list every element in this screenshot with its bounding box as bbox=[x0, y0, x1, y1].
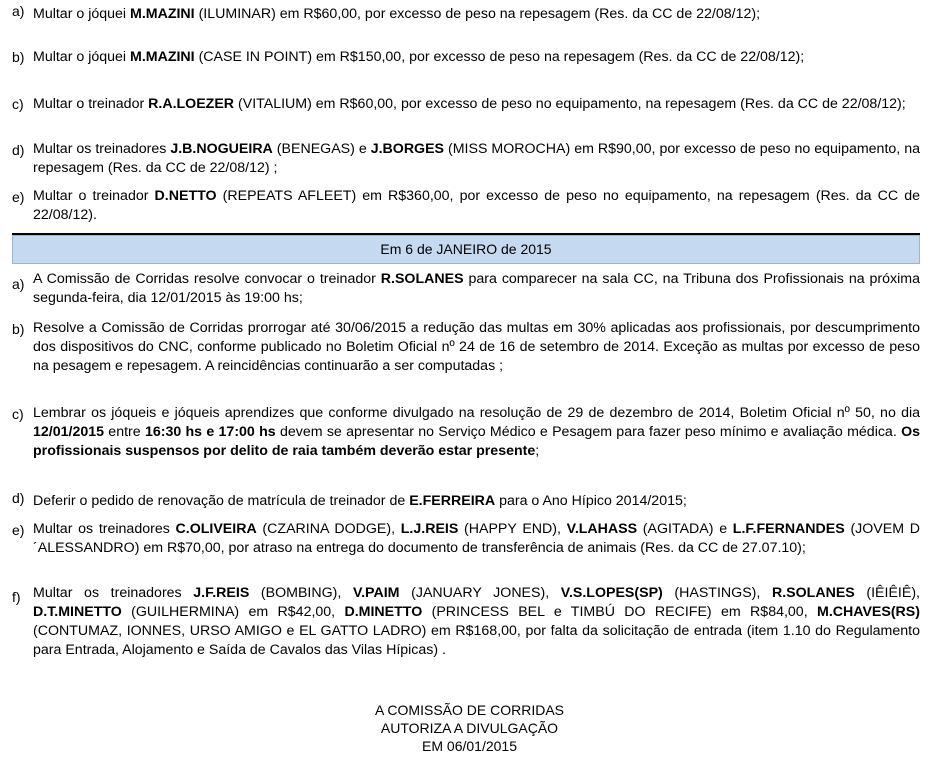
bold-name: L.J.REIS bbox=[400, 521, 459, 537]
item-text: Lembrar os jóqueis e jóqueis aprendizes que conforme divulgado na resolução de 29 de dezembro de 2014, Boletim Oficial nº 50, no dia 12/01/2015 entre 16:30 hs e 17:00 hs devem se apresentar no Serviço Médico e Pesagem para fazer peso mínimo e avaliação médica. Os profissionais suspensos por delito de raia também deverão estar presente; bbox=[33, 405, 920, 459]
item-text: Multar os treinadores J.F.REIS (BOMBING), V.PAIM (JANUARY JONES), V.S.LOPES(SP) (HASTINGS), R.SOLANES (IÊIÊIÊ), D.T.MINETTO (GUILHERMINA) em R$42,00, D.MINETTO (PRINCESS BEL e TIMBÚ DO RECIFE) em R$84,00, M.CHAVES(RS) (CONTUMAZ, IONNES, URSO AMIGO e EL GATTO LADRO) em R$168,00, por falta da solicitação de entrada (item 1.10 do Regulamento para Entrada, Alojamento e Saída de Cavalos das Vilas Hípicas) . bbox=[33, 585, 920, 658]
bold-name: D.T.MINETTO bbox=[33, 604, 122, 620]
bold-name: J.B.NOGUEIRA bbox=[170, 141, 273, 157]
item-letter: e) bbox=[12, 189, 25, 205]
bold-name: J.F.REIS bbox=[193, 585, 250, 601]
item-text: A Comissão de Corridas resolve convocar o treinador R.SOLANES para comparecer na sala CC, na Tribuna dos Profissionais na próxima segunda-feira, dia 12/01/2015 às 19:00 hs; bbox=[33, 271, 920, 306]
footer-line: A COMISSÃO DE CORRIDAS bbox=[374, 702, 565, 718]
bold-name: 12/01/2015 bbox=[33, 424, 105, 440]
bold-name: 16:30 hs e 17:00 hs bbox=[144, 424, 276, 440]
item-letter: e) bbox=[12, 522, 25, 538]
bold-name: V.LAHASS bbox=[566, 521, 638, 537]
item-letter: c) bbox=[12, 96, 24, 112]
item-letter: b) bbox=[12, 49, 25, 65]
item-letter: a) bbox=[12, 3, 25, 19]
bold-name: M.MAZINI bbox=[130, 49, 195, 65]
item-letter: d) bbox=[12, 142, 25, 158]
section-header: Em 6 de JANEIRO de 2015 bbox=[12, 235, 920, 264]
item-text: Multar o treinador R.A.LOEZER (VITALIUM) em R$60,00, por excesso de peso no equipamento, na repesagem (Res. da CC de 22/08/12); bbox=[33, 96, 906, 112]
bold-name: M.CHAVES(RS) bbox=[817, 604, 920, 620]
bold-name: E.FERREIRA bbox=[409, 493, 496, 509]
bold-name: C.OLIVEIRA bbox=[175, 521, 257, 537]
item-text: Multar os treinadores J.B.NOGUEIRA (BENEGAS) e J.BORGES (MISS MOROCHA) em R$90,00, por excesso de peso no equipamento, na repesagem (Res. da CC de 22/08/12) ; bbox=[33, 141, 920, 176]
bold-name: R.SOLANES bbox=[380, 271, 464, 287]
item-text: Multar o jóquei M.MAZINI (CASE IN POINT) em R$150,00, por excesso de peso na repesagem (Res. da CC de 22/08/12); bbox=[33, 49, 805, 65]
item-letter: d) bbox=[12, 490, 25, 506]
footer-line: AUTORIZA A DIVULGAÇÃO bbox=[380, 720, 559, 736]
item-letter: c) bbox=[12, 406, 24, 422]
bold-name: D.NETTO bbox=[154, 188, 217, 204]
item-letter: b) bbox=[12, 321, 25, 337]
item-text: Deferir o pedido de renovação de matrícula de treinador de E.FERREIRA para o Ano Hípico 2014/2015; bbox=[33, 493, 687, 509]
item-text: Multar os treinadores C.OLIVEIRA (CZARINA DODGE), L.J.REIS (HAPPY END), V.LAHASS (AGITADA) e L.F.FERNANDES (JOVEM D´ALESSANDRO) em R$70,00, por atraso na entrega do documento de transferência de animais (Res. da CC de 27.07.10); bbox=[33, 521, 920, 556]
bold-name: Os profissionais suspensos por delito de raia também deverão estar presente bbox=[33, 424, 920, 459]
bold-name: R.A.LOEZER bbox=[148, 96, 235, 112]
bold-name: D.MINETTO bbox=[344, 604, 423, 620]
bold-name: V.S.LOPES(SP) bbox=[560, 585, 663, 601]
footer-line: EM 06/01/2015 bbox=[422, 738, 517, 754]
authorization-footer bbox=[0, 701, 939, 755]
bold-name: V.PAIM bbox=[352, 585, 400, 601]
item-text: Resolve a Comissão de Corridas prorrogar até 30/06/2015 a redução das multas em 30% aplicadas aos profissionais, por descumprimento dos dispositivos do CNC, conforme publicado no Boletim Oficial nº 24 de 16 de setembro de 2014. Exceção as multas por excesso de peso na pesagem e repesagem. A reincidências continuarão a ser computadas ; bbox=[33, 320, 920, 374]
bold-name: R.SOLANES bbox=[771, 585, 855, 601]
item-letter: a) bbox=[12, 276, 25, 292]
item-letter: f) bbox=[12, 589, 21, 605]
item-text: Multar o treinador D.NETTO (REPEATS AFLEET) em R$360,00, por excesso de peso no equipamento, na repesagem (Res. da CC de 22/08/12). bbox=[33, 188, 920, 223]
bold-name: L.F.FERNANDES bbox=[732, 521, 845, 537]
item-text: Multar o jóquei M.MAZINI (ILUMINAR) em R$60,00, por excesso de peso na repesagem (Res. da CC de 22/08/12); bbox=[33, 6, 761, 22]
bold-name: J.BORGES bbox=[370, 141, 445, 157]
bold-name: M.MAZINI bbox=[130, 6, 195, 22]
